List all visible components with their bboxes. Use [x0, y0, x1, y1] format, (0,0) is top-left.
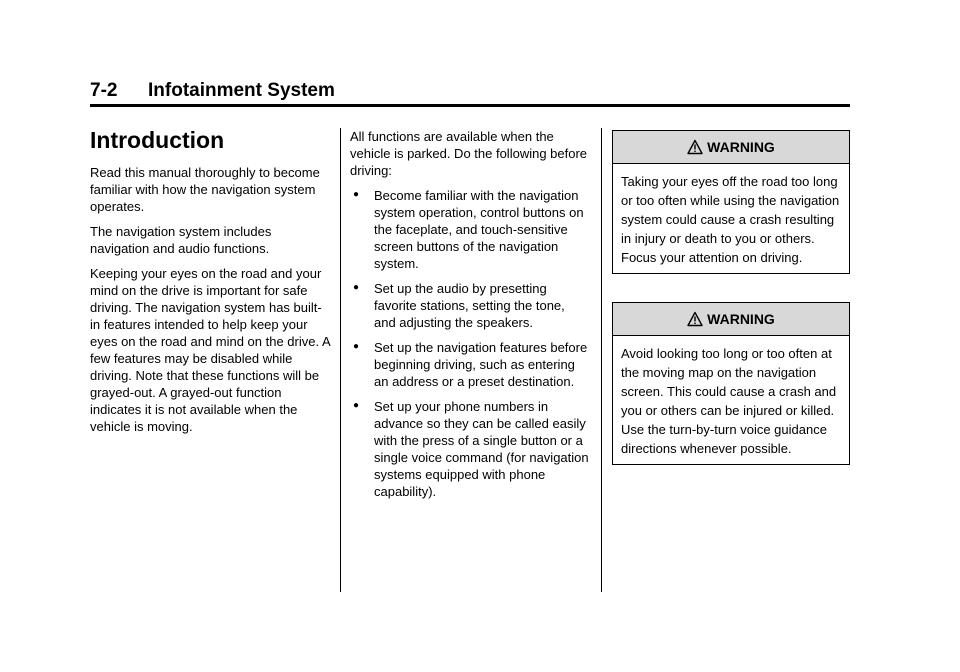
column-before-driving: [350, 128, 590, 508]
list-item: [350, 339, 590, 390]
before-driving-intro: All functions are available when the vehicle is parked. Do the following before driving:: [350, 129, 588, 178]
bullet-icon: ●: [353, 282, 360, 293]
intro-paragraph-1: Read this manual thoroughly to become familiar with how the navigation system operates.: [90, 165, 320, 214]
page-header: [90, 80, 850, 106]
bullet-icon: ●: [353, 400, 360, 411]
warning-text: Avoid looking too long or too often at the moving map on the navigation screen. This could cause a crash and you or others can be injured or killed. Use the turn-by-turn voice guidance directions whenever possible.: [621, 346, 837, 456]
warning-box-2: [612, 302, 850, 465]
warning-label: WARNING: [707, 139, 775, 155]
column-divider-left: [340, 128, 341, 592]
warning-box-1: [612, 130, 850, 274]
column-divider-right: [601, 128, 602, 592]
list-item-text: Set up the navigation features before beginning driving, such as entering an address or a preset destination.: [374, 340, 588, 389]
warning-label: WARNING: [707, 311, 775, 327]
bullet-icon: ●: [353, 341, 360, 352]
intro-paragraph-2: The navigation system includes navigation and audio functions.: [90, 224, 272, 256]
warning-text: Taking your eyes off the road too long or too often while using the navigation system could cause a crash resulting in injury or death to you or others. Focus your attention on driving.: [621, 174, 840, 265]
list-item-text: Set up your phone numbers in advance so they can be called easily with the press of a single button or a single voice command (for navigation systems equipped with phone capability).: [374, 399, 589, 499]
list-item: [350, 280, 590, 331]
header-rule: [90, 104, 850, 107]
list-item-text: Set up the audio by presetting favorite stations, setting the tone, and adjusting the speakers.: [374, 281, 565, 330]
introduction-heading: Introduction: [90, 127, 225, 153]
section-title: Infotainment System: [148, 80, 335, 101]
list-item: [350, 398, 590, 500]
page-number: 7-2: [90, 80, 118, 101]
column-warnings: [612, 130, 850, 493]
warning-header: [613, 131, 849, 164]
warning-triangle-icon: [687, 139, 703, 155]
warning-header: [613, 303, 849, 336]
warning-triangle-icon: [687, 311, 703, 327]
before-driving-list: [350, 187, 590, 500]
list-item: [350, 187, 590, 272]
list-item-text: Become familiar with the navigation system operation, control buttons on the faceplate, and touch-sensitive screen buttons of the navigation system.: [374, 188, 584, 271]
intro-paragraph-3: Keeping your eyes on the road and your mind on the drive is important for safe driving. The navigation system has built-in features intended to help keep your eyes on the road and mind on the drive. A few features may be disabled while driving. Note that these functions will be grayed-out. A grayed-out function indicates it is not available when the vehicle is moving.: [90, 266, 330, 434]
column-introduction: [90, 124, 330, 443]
bullet-icon: ●: [353, 189, 360, 200]
